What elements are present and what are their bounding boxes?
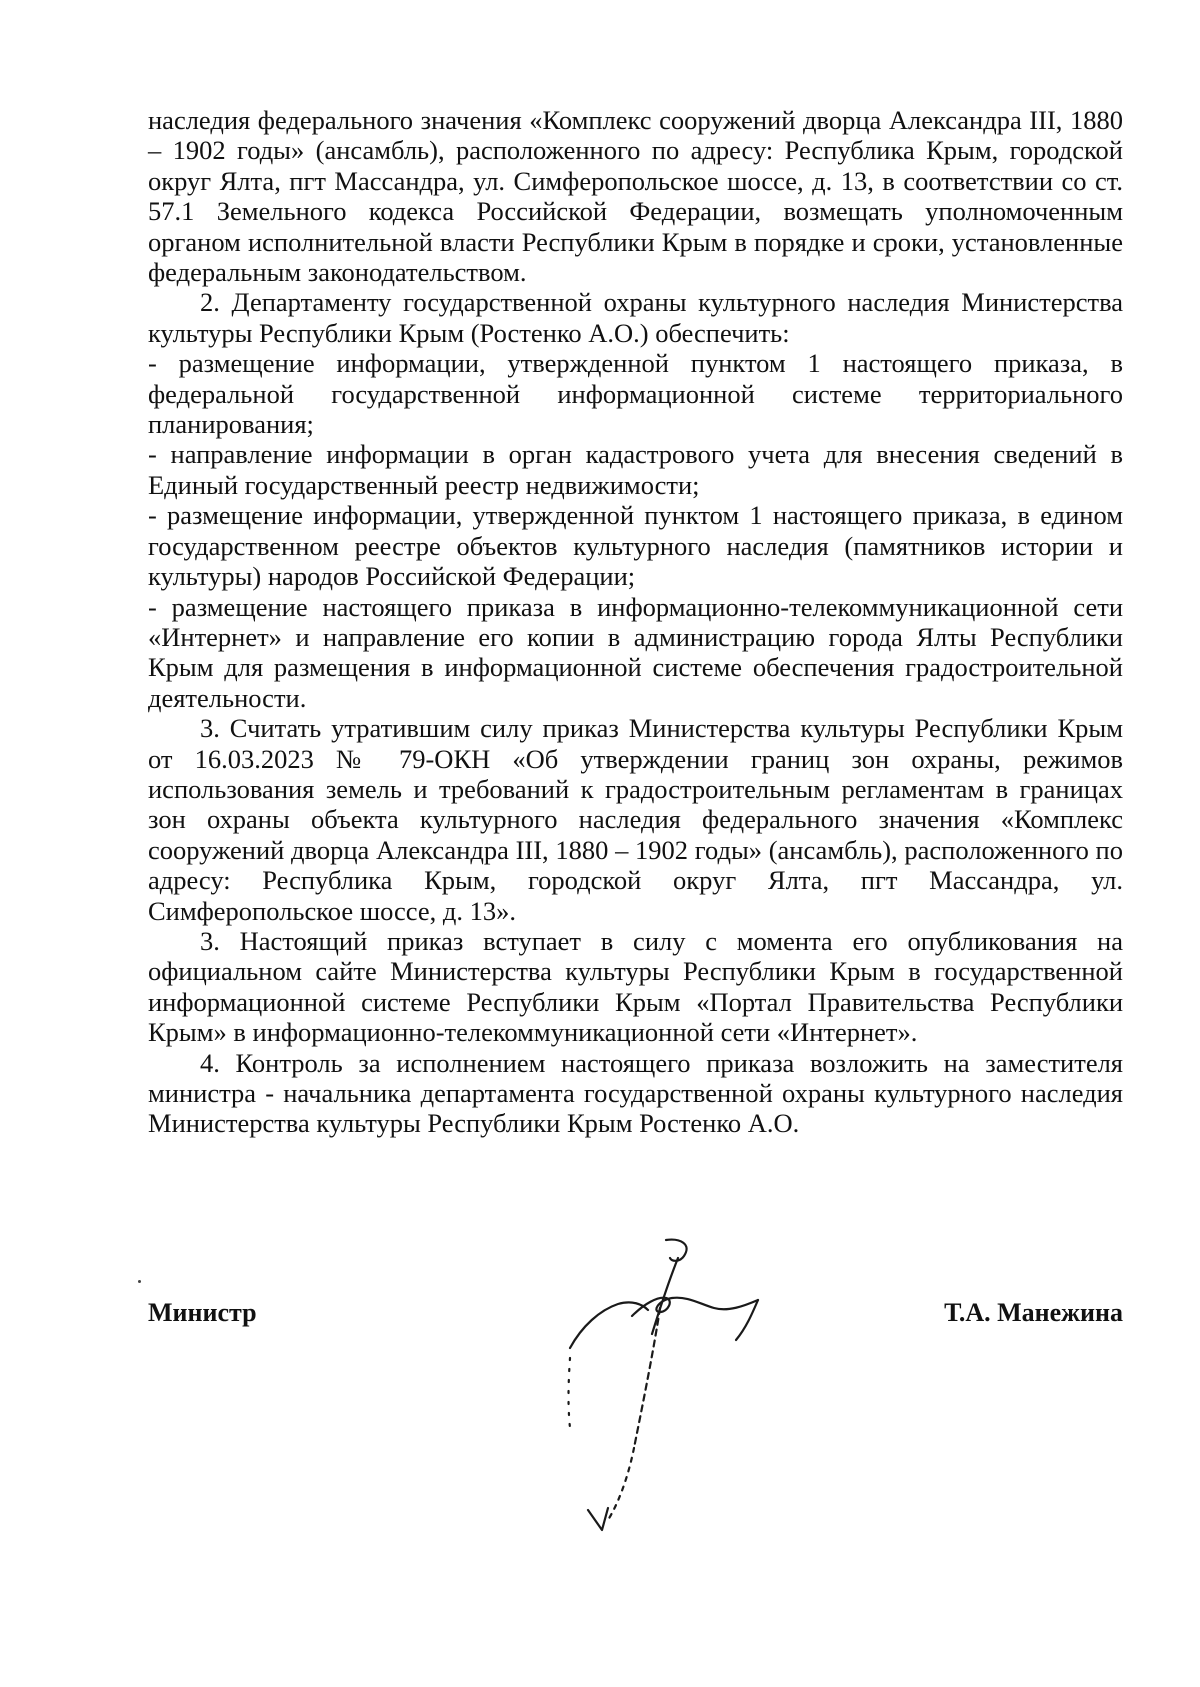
document-body bbox=[148, 105, 1123, 1139]
paragraph-continuation: наследия федерального значения «Комплекс сооружений дворца Александра III, 1880 – 1902 годы» (ансамбль), расположенного по адресу: Республика Крым, городской округ Ялта, пгт Массандра, ул. Симферопольское шоссе, д. 13, в соответствии со ст. 57.1 Земельного кодекса Российской Федерации, возмещать уполномоченным органом исполнительной власти Республики Крым в порядке и сроки, установленные федеральным законодательством. bbox=[148, 105, 1123, 288]
list-item-internet: - размещение настоящего приказа в информационно-телекоммуникационной сети «Интернет» и направление его копии в администрацию города Ялты Республики Крым для размещения в информационной системе обеспечения градостроительной деятельности. bbox=[148, 591, 1123, 713]
paragraph-item-3-effective: 3. Настоящий приказ вступает в силу с момента его опубликования на официальном сайте Министерства культуры Республики Крым в государственной информационной системе Республики Крым «Портал Правительства Республики Крым» в информационно-телекоммуникационной сети «Интернет». bbox=[148, 925, 1123, 1048]
paragraph-item-4: 4. Контроль за исполнением настоящего приказа возложить на заместителя министра - начальника департамента государственной охраны культурного наследия Министерства культуры Республики Крым Ростенко А.О. bbox=[148, 1047, 1123, 1139]
list-item-heritage-registry: - размещение информации, утвержденной пунктом 1 настоящего приказа, в едином государственном реестре объектов культурного наследия (памятников истории и культуры) народов Российской Федерации; bbox=[148, 500, 1123, 592]
signatory-name: Т.А. Манежина bbox=[944, 1298, 1123, 1327]
handwritten-signature bbox=[548, 1238, 788, 1548]
signatory-title: Министр bbox=[148, 1298, 257, 1327]
list-item-cadastre: - направление информации в орган кадастрового учета для внесения сведений в Единый государственный реестр недвижимости; bbox=[148, 439, 1123, 500]
list-item-planning: - размещение информации, утвержденной пунктом 1 настоящего приказа, в федеральной государственной информационной системе территориального планирования; bbox=[148, 348, 1123, 440]
scan-speck bbox=[138, 1280, 141, 1283]
signature-block bbox=[148, 1298, 1123, 1558]
paragraph-item-2: 2. Департаменту государственной охраны культурного наследия Министерства культуры Республики Крым (Ростенко А.О.) обеспечить: bbox=[148, 287, 1123, 348]
paragraph-item-3-repeal: 3. Считать утратившим силу приказ Министерства культуры Республики Крым от 16.03.2023 № 79-ОКН «Об утверждении границ зон охраны, режимов использования земель и требований к градостроительным регламентам в границах зон охраны объекта культурного наследия федерального значения «Комплекс сооружений дворца Александра III, 1880 – 1902 годы» (ансамбль), расположенного по адресу: Республика Крым, городской округ Ялта, пгт Массандра, ул. Симферопольское шоссе, д. 13». bbox=[148, 713, 1123, 926]
